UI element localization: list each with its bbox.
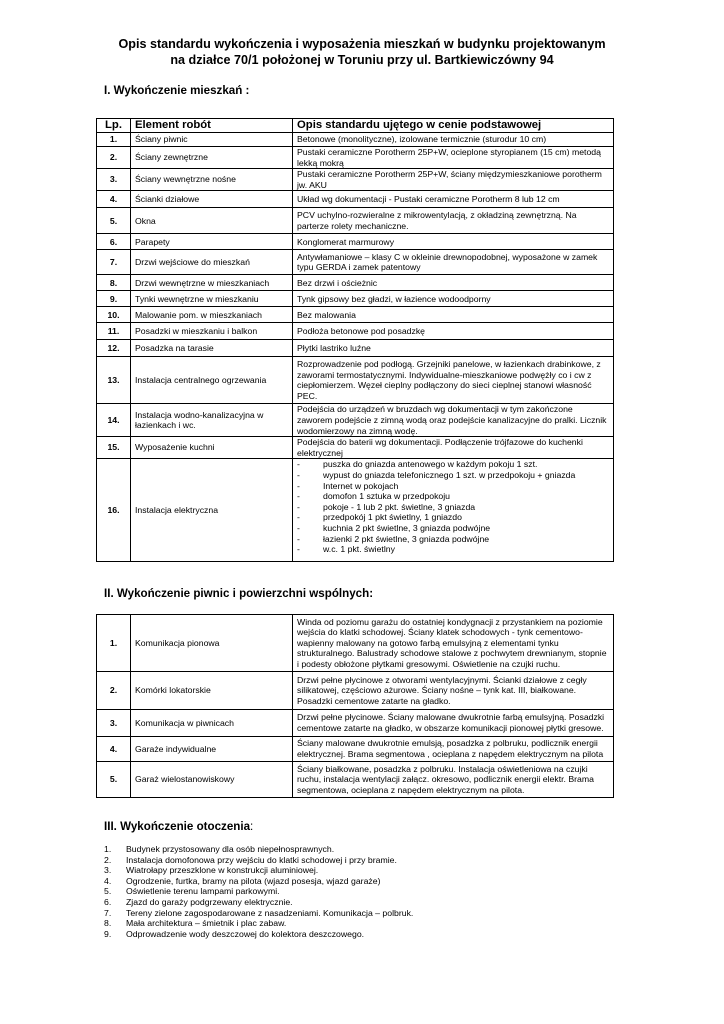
list-item-text: Wiatrołapy przeszklone w konstrukcji aluminiowej. xyxy=(126,865,319,876)
apartment-description-cell: Pustaki ceramiczne Porotherm 25P+W, ściany międzymieszkaniowe porotherm jw. AKU xyxy=(293,169,614,191)
title-line-1: Opis standardu wykończenia i wyposażenia mieszkań w budynku projektowanym xyxy=(118,37,606,51)
list-item-text: przedpokój 1 pkt świetlny, 1 gniazdo xyxy=(323,512,462,523)
apartment-description-cell: Antywłamaniowe – klasy C w okleinie drewnopodobnej, wyposażone w zamek typu GERDA i zamek patentowy xyxy=(293,250,614,275)
apartment-description-cell xyxy=(293,459,614,562)
title-line-2: na działce 70/1 położonej w Toruniu przy ul. Bartkiewiczówny 94 xyxy=(170,53,554,67)
list-item-number: 3. xyxy=(104,865,112,876)
apartment-lp-cell: 3. xyxy=(97,169,131,191)
list-item-number: 7. xyxy=(104,907,112,918)
common-area-description-cell: Ściany białkowane, posadzka z polbruku. Instalacja oświetleniowa na czujki ruchu, instalacja wentylacji załącz. okresowo, podlicznik energii elektr. Brama segmentowa, ocieplana z napędem elektrycznym na pilota. xyxy=(293,762,614,798)
apartment-description-cell: PCV uchylno-rozwieralne z mikrowentylacją, z okładziną zewnętrzną. Na parterze rolety mechaniczne. xyxy=(293,208,614,234)
common-area-element-cell: Komórki lokatorskie xyxy=(131,672,293,710)
common-area-lp-cell: 2. xyxy=(97,672,131,710)
apartment-element-cell: Tynki wewnętrzne w mieszkaniu xyxy=(131,291,293,307)
apartment-description-cell: Pustaki ceramiczne Porotherm 25P+W, ocieplone styropianem (15 cm) metodą lekką mokrą xyxy=(293,147,614,169)
common-area-element-cell: Garaż wielostanowiskowy xyxy=(131,762,293,798)
apartment-description-cell: Konglomerat marmurowy xyxy=(293,234,614,250)
list-item-number: 2. xyxy=(104,854,112,865)
common-area-description-cell: Drzwi pełne płycinowe z otworami wentylacyjnymi. Ścianki działowe z cegły silikatowej, częściowo ażurowe. Ściany nośne – tynk kat. III, białkowane. Posadzki cementowe zatarte na gładko. xyxy=(293,672,614,710)
column-header-description: Opis standardu ujętego w cenie podstawowej xyxy=(293,119,614,133)
table-row xyxy=(97,208,614,234)
table-row xyxy=(97,710,614,737)
common-area-description-cell: Winda od poziomu garażu do ostatniej kondygnacji z przystankiem na poziomie wejścia do klatki schodowej. Ściany klatek schodowych - tynk cementowo-wapienny malowany na gotowo farbą emulsyjną z elementami tynku strukturalnego. Balustrady schodowe stalowe z pochwytem drewnianym, stopnie i podesty obłożone płytkami gresowymi. Oświetlenie na czujki ruchu. xyxy=(293,615,614,672)
bullet-dash-icon: - xyxy=(297,512,300,523)
list-item-text: puszka do gniazda antenowego w każdym pokoju 1 szt. xyxy=(323,459,538,470)
list-item xyxy=(104,929,413,940)
apartment-element-cell: Okna xyxy=(131,208,293,234)
section-3-heading-text: III. Wykończenie otoczenia xyxy=(104,820,251,833)
apartment-element-cell: Wyposażenie kuchni xyxy=(131,437,293,459)
apartment-lp-cell: 10. xyxy=(97,307,131,323)
apartment-lp-cell: 4. xyxy=(97,191,131,208)
list-item xyxy=(104,918,413,929)
list-item xyxy=(297,491,609,502)
list-item-text: Ogrodzenie, furtka, bramy na pilota (wjazd posesja, wjazd garaże) xyxy=(126,875,381,886)
list-item-text: Oświetlenie terenu lampami parkowymi. xyxy=(126,886,280,897)
list-item xyxy=(104,865,413,876)
common-area-description-cell: Drzwi pełne płycinowe. Ściany malowane dwukrotnie farbą emulsyjną. Posadzki cementowe zatarte na gładko, w obszarze komunikacji pionowej płytki gresowe. xyxy=(293,710,614,737)
apartment-lp-cell: 16. xyxy=(97,459,131,562)
list-item xyxy=(104,908,413,919)
list-item-number: 5. xyxy=(104,886,112,897)
table-row xyxy=(97,191,614,208)
table-row xyxy=(97,737,614,762)
apartment-element-cell: Malowanie pom. w mieszkaniach xyxy=(131,307,293,323)
apartment-element-cell: Drzwi wejściowe do mieszkań xyxy=(131,250,293,275)
list-item-number: 9. xyxy=(104,928,112,939)
list-item-number: 6. xyxy=(104,896,112,907)
table-row xyxy=(97,672,614,710)
apartment-description-cell: Podejścia do baterii wg dokumentacji. Podłączenie trójfazowe do kuchenki elektrycznej xyxy=(293,437,614,459)
apartment-description-cell: Płytki lastriko luźne xyxy=(293,340,614,357)
apartment-element-cell: Drzwi wewnętrzne w mieszkaniach xyxy=(131,275,293,291)
list-item-text: Internet w pokojach xyxy=(323,480,399,491)
apartment-element-cell: Posadzka na tarasie xyxy=(131,340,293,357)
section-1-heading: I. Wykończenie mieszkań : xyxy=(104,84,250,97)
apartment-lp-cell: 11. xyxy=(97,323,131,340)
apartment-element-cell: Ściany piwnic xyxy=(131,133,293,147)
apartment-lp-cell: 14. xyxy=(97,404,131,437)
bullet-dash-icon: - xyxy=(297,469,300,480)
table-row xyxy=(97,437,614,459)
list-item xyxy=(297,502,609,513)
table-row xyxy=(97,762,614,798)
document-title xyxy=(0,36,724,68)
table-row xyxy=(97,357,614,404)
surroundings-list xyxy=(104,844,413,939)
common-area-element-cell: Komunikacja w piwnicach xyxy=(131,710,293,737)
table-row xyxy=(97,323,614,340)
list-item xyxy=(104,876,413,887)
apartment-lp-cell: 8. xyxy=(97,275,131,291)
apartment-lp-cell: 2. xyxy=(97,147,131,169)
bullet-dash-icon: - xyxy=(297,522,300,533)
apartment-description-cell: Rozprowadzenie pod podłogą. Grzejniki panelowe, w łazienkach drabinkowe, z zaworami termostatycznymi. Indywidualne-mieszkaniowe podwężły co i cw z ciepłomierzem. Węzeł cieplny podłączony do sieci cieplnej stanowi własność PEC. xyxy=(293,357,614,404)
common-areas-table xyxy=(96,614,614,798)
table-row xyxy=(97,250,614,275)
common-area-element-cell: Garaże indywidualne xyxy=(131,737,293,762)
apartment-lp-cell: 7. xyxy=(97,250,131,275)
common-area-description-cell: Ściany malowane dwukrotnie emulsją, posadzka z polbruku, podlicznik energii elektrycznej. Brama segmentowa , ocieplana z napędem elektrycznym na pilota xyxy=(293,737,614,762)
apartment-lp-cell: 12. xyxy=(97,340,131,357)
apartment-description-cell: Podejścia do urządzeń w bruzdach wg dokumentacji w tym zakończone zaworem podejście z zimną wodą oraz podejście kanalizacyjne do pralki. Licznik wodomierzowy na zimną wodę. xyxy=(293,404,614,437)
apartment-lp-cell: 15. xyxy=(97,437,131,459)
table-row xyxy=(97,615,614,672)
list-item xyxy=(297,534,609,545)
common-area-lp-cell: 5. xyxy=(97,762,131,798)
apartment-element-cell: Parapety xyxy=(131,234,293,250)
list-item xyxy=(104,886,413,897)
list-item xyxy=(297,523,609,534)
apartment-description-cell: Tynk gipsowy bez gładzi, w łazience wodoodporny xyxy=(293,291,614,307)
list-item-text: kuchnia 2 pkt świetlne, 3 gniazda podwójne xyxy=(323,522,491,533)
list-item-text: Tereny zielone zagospodarowane z nasadzeniami. Komunikacja – polbruk. xyxy=(126,907,414,918)
list-item-text: wypust do gniazda telefonicznego 1 szt. w przedpokoju + gniazda xyxy=(323,469,576,480)
apartment-lp-cell: 13. xyxy=(97,357,131,404)
list-item xyxy=(104,855,413,866)
common-area-lp-cell: 1. xyxy=(97,615,131,672)
bullet-dash-icon: - xyxy=(297,544,300,555)
list-item-text: w.c. 1 pkt. świetlny xyxy=(323,544,395,555)
apartment-lp-cell: 1. xyxy=(97,133,131,147)
apartment-element-cell: Ścianki działowe xyxy=(131,191,293,208)
apartment-lp-cell: 6. xyxy=(97,234,131,250)
bullet-dash-icon: - xyxy=(297,480,300,491)
list-item-number: 1. xyxy=(104,844,112,854)
common-area-element-cell: Komunikacja pionowa xyxy=(131,615,293,672)
table-row xyxy=(97,307,614,323)
table-row xyxy=(97,404,614,437)
apartment-element-cell: Instalacja wodno-kanalizacyjna w łazienkach i wc. xyxy=(131,404,293,437)
apartment-finish-table xyxy=(96,118,614,562)
bullet-dash-icon: - xyxy=(297,491,300,502)
apartment-element-cell: Ściany wewnętrzne nośne xyxy=(131,169,293,191)
bullet-dash-icon: - xyxy=(297,501,300,512)
section-3-heading-colon: : xyxy=(250,820,254,833)
list-item-text: Instalacja domofonowa przy wejściu do klatki schodowej i przy bramie. xyxy=(126,854,397,865)
column-header-element: Element robót xyxy=(131,119,293,133)
table-row xyxy=(97,169,614,191)
list-item xyxy=(104,844,413,855)
list-item xyxy=(297,459,609,470)
list-item xyxy=(297,544,609,555)
list-item xyxy=(297,470,609,481)
common-area-lp-cell: 4. xyxy=(97,737,131,762)
section-3-heading xyxy=(104,820,253,833)
table-row xyxy=(97,234,614,250)
list-item xyxy=(104,897,413,908)
apartment-element-cell: Ściany zewnętrzne xyxy=(131,147,293,169)
list-item-number: 4. xyxy=(104,875,112,886)
common-area-lp-cell: 3. xyxy=(97,710,131,737)
section-2-heading: II. Wykończenie piwnic i powierzchni wspólnych: xyxy=(104,587,374,600)
apartment-lp-cell: 9. xyxy=(97,291,131,307)
bullet-dash-icon: - xyxy=(297,459,300,470)
list-item-text: Mała architektura – śmietnik i plac zabaw. xyxy=(126,918,287,929)
apartment-description-cell: Betonowe (monolityczne), izolowane termicznie (sturodur 10 cm) xyxy=(293,133,614,147)
apartment-description-cell: Bez drzwi i ościeżnic xyxy=(293,275,614,291)
list-item-text: łazienki 2 pkt świetlne, 3 gniazda podwójne xyxy=(323,533,490,544)
table-row xyxy=(97,291,614,307)
table-row xyxy=(97,147,614,169)
table-header-row xyxy=(97,119,614,133)
apartment-element-cell: Posadzki w mieszkaniu i balkon xyxy=(131,323,293,340)
apartment-element-cell: Instalacja centralnego ogrzewania xyxy=(131,357,293,404)
bullet-dash-icon: - xyxy=(297,533,300,544)
list-item-text: domofon 1 sztuka w przedpokoju xyxy=(323,491,451,502)
apartment-element-cell: Instalacja elektryczna xyxy=(131,459,293,562)
table-row xyxy=(97,340,614,357)
list-item-number: 8. xyxy=(104,918,112,929)
table-row xyxy=(97,275,614,291)
list-item xyxy=(297,481,609,492)
table-row xyxy=(97,133,614,147)
table-row xyxy=(97,459,614,562)
apartment-description-cell: Podłoża betonowe pod posadzkę xyxy=(293,323,614,340)
list-item-text: pokoje - 1 lub 2 pkt. świetlne, 3 gniazda xyxy=(323,501,476,512)
column-header-lp: Lp. xyxy=(97,119,131,133)
list-item-text: Zjazd do garaży podgrzewany elektrycznie. xyxy=(126,896,293,907)
apartment-lp-cell: 5. xyxy=(97,208,131,234)
list-item-text: Odprowadzenie wody deszczowej do kolektora deszczowego. xyxy=(126,928,365,939)
list-item-text: Budynek przystosowany dla osób niepełnosprawnych. xyxy=(126,844,335,854)
apartment-description-cell: Bez malowania xyxy=(293,307,614,323)
apartment-description-cell: Układ wg dokumentacji - Pustaki ceramiczne Porotherm 8 lub 12 cm xyxy=(293,191,614,208)
list-item xyxy=(297,512,609,523)
